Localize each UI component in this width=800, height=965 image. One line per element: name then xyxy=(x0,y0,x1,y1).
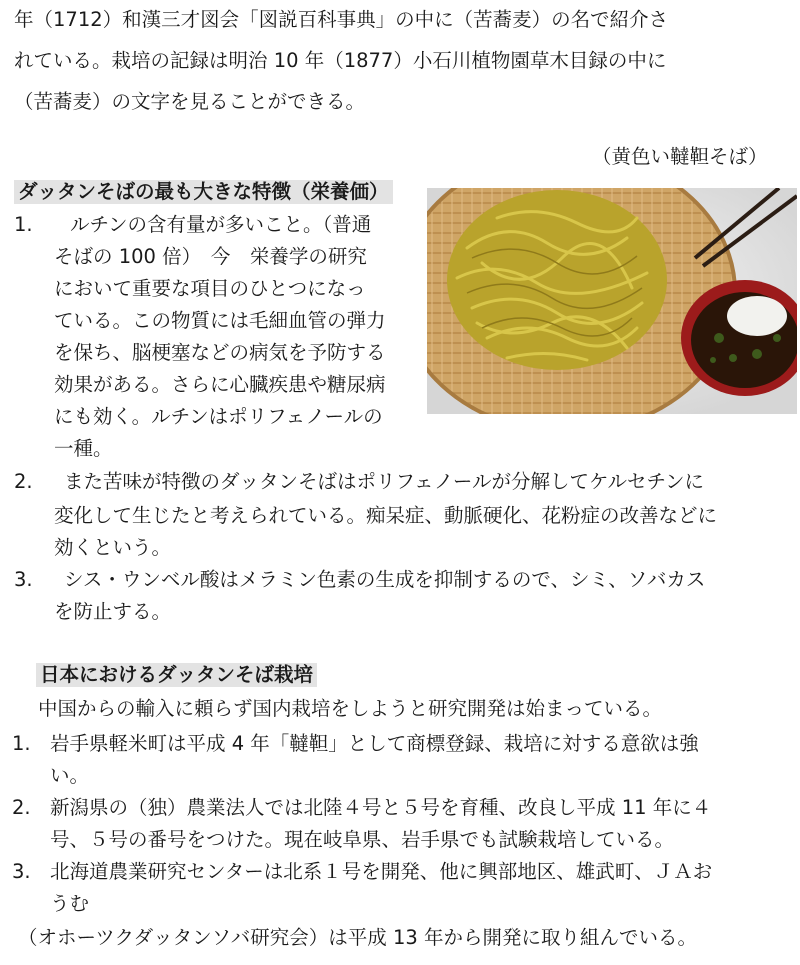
section-heading-nutrition: ダッタンそばの最も大きな特徴（栄養価） xyxy=(14,180,393,204)
list-item-line: 新潟県の（独）農業法人では北陸４号と５号を育種、改良し平成 11 年に４ xyxy=(50,796,712,819)
list-item-line: また苦味が特徴のダッタンそばはポリフェノールが分解してケルセチンに xyxy=(64,470,704,493)
list-item-line: 変化して生じたと考えられている。痴呆症、動脈硬化、花粉症の改善などに xyxy=(54,504,718,527)
list-item-line: において重要な項目のひとつになっ xyxy=(54,277,366,300)
list-item-number: 3. xyxy=(12,860,31,883)
list-item-line: ている。この物質には毛細血管の弾力 xyxy=(54,309,386,332)
list-item-line: 岩手県軽米町は平成 4 年「韃靼」として商標登録、栽培に対する意欲は強 xyxy=(50,732,699,755)
list-item-line: シス・ウンベル酸はメラミン色素の生成を抑制するので、シミ、ソバカス xyxy=(64,568,706,591)
list-item-number: 2. xyxy=(14,470,33,493)
list-item-line: にも効く。ルチンはポリフェノールの xyxy=(54,405,383,428)
list-item-line: うむ xyxy=(50,892,90,915)
list-item-line: を保ち、脳梗塞などの病気を予防する xyxy=(54,341,386,364)
closing-line: （オホーツクダッタンソバ研究会）は平成 13 年から開発に取り組んでいる。 xyxy=(18,926,697,949)
list-item-line: 号、５号の番号をつけた。現在岐阜県、岩手県でも試験栽培している。 xyxy=(50,828,675,851)
list-item-line: 効くという。 xyxy=(54,536,172,559)
section-intro: 中国からの輸入に頼らず国内栽培をしようと研究開発は始まっている。 xyxy=(38,697,663,720)
list-item-line: そばの 100 倍） 今 栄養学の研究 xyxy=(54,245,367,268)
soba-photo xyxy=(427,188,797,414)
section-heading-cultivation: 日本におけるダッタンそば栽培 xyxy=(36,663,317,687)
intro-line: （苦蕎麦）の文字を見ることができる。 xyxy=(14,90,366,113)
list-item-line: 北海道農業研究センターは北系１号を開発、他に興部地区、雄武町、ＪＡお xyxy=(50,860,713,883)
intro-line: 年（1712）和漢三才図会「図説百科事典」の中に（苦蕎麦）の名で紹介さ xyxy=(14,8,669,31)
list-item-number: 1. xyxy=(12,732,31,755)
list-item-number: 2. xyxy=(12,796,31,819)
intro-line: れている。栽培の記録は明治 10 年（1877）小石川植物園草木目録の中に xyxy=(14,49,667,72)
list-item-line: 一種。 xyxy=(54,437,113,460)
photo-caption: （黄色い韃靼そば） xyxy=(592,145,768,168)
list-item-line: い。 xyxy=(50,764,90,787)
list-item-line: 効果がある。さらに心臓疾患や糖尿病 xyxy=(54,373,386,396)
list-item-number: 1. xyxy=(14,213,33,236)
list-item-line: ルチンの含有量が多いこと。（普通 xyxy=(70,213,372,236)
list-item-number: 3. xyxy=(14,568,33,591)
list-item-line: を防止する。 xyxy=(54,600,172,623)
